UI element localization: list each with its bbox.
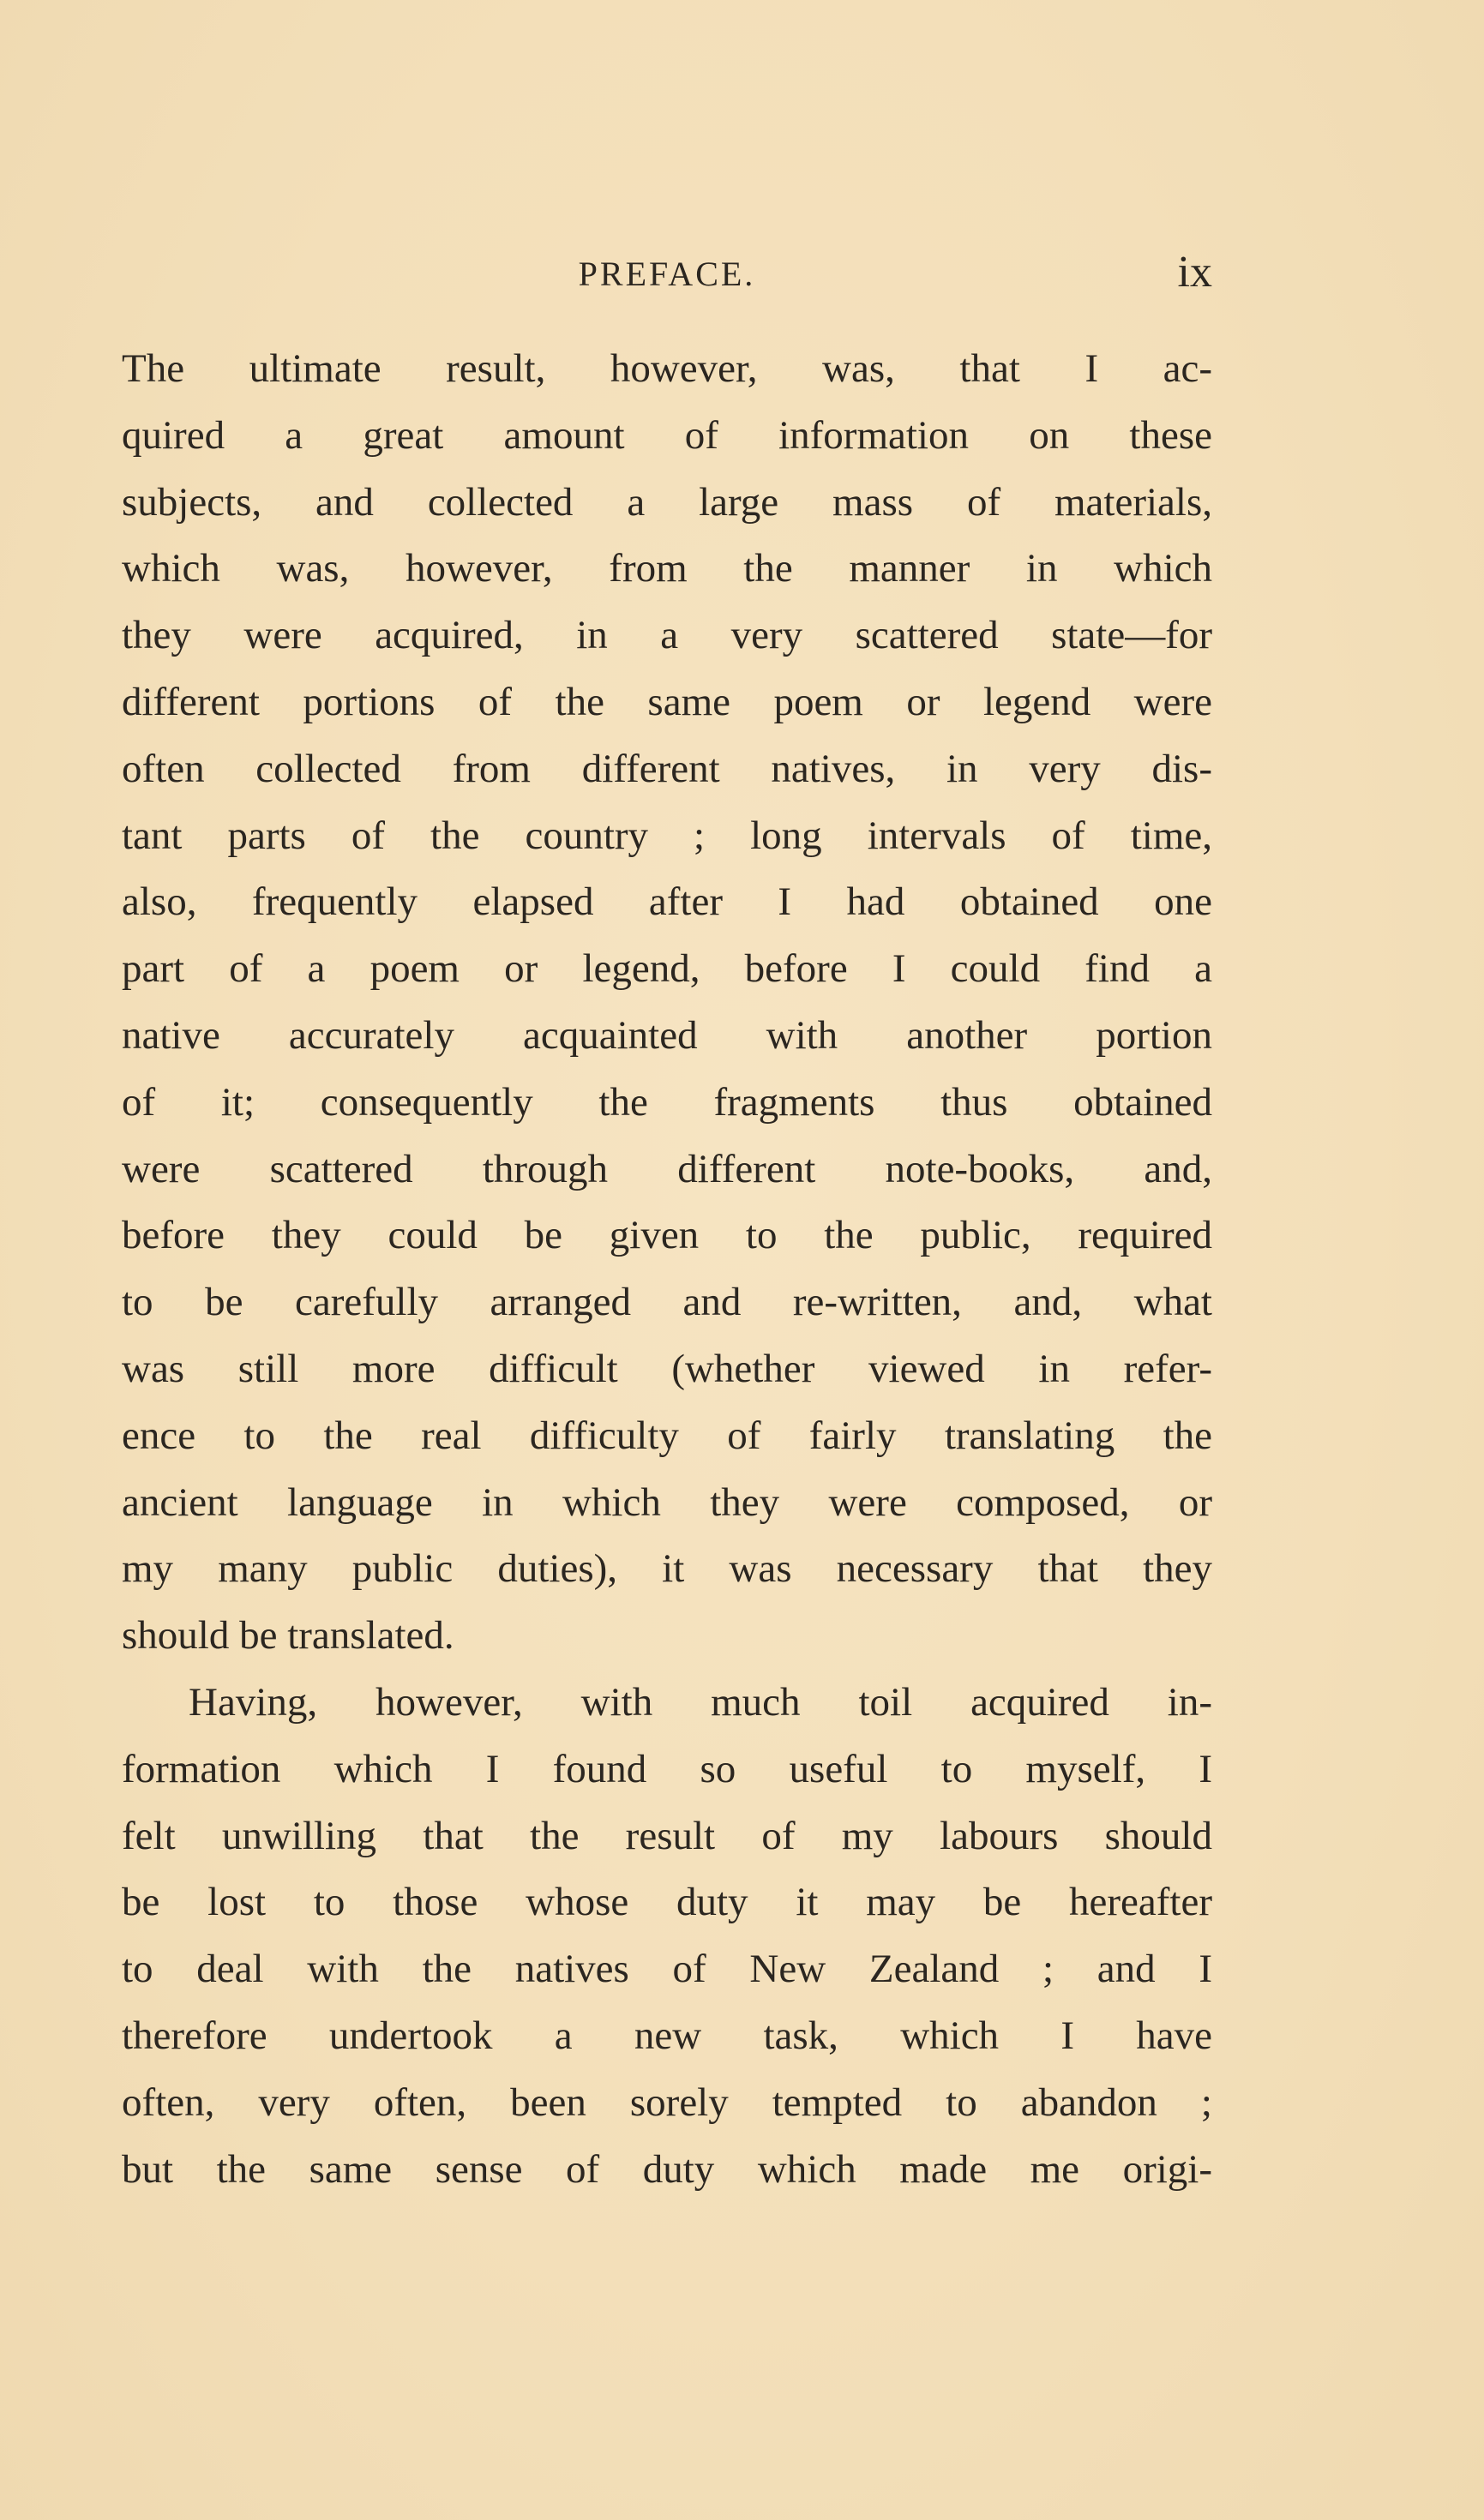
text-line: felt unwilling that the result of my labours should <box>122 1813 1212 1858</box>
text-line: Having, however, with much toil acquired in- <box>189 1679 1212 1725</box>
text-line: be lost to those whose duty it may be hereafter <box>122 1880 1212 1925</box>
text-line: therefore undertook a new task, which I have <box>122 2013 1212 2058</box>
text-line: was still more difficult (whether viewed in refer- <box>122 1346 1212 1391</box>
text-line: different portions of the same poem or legend were <box>122 679 1212 724</box>
text-line: should be translated. <box>122 1613 454 1659</box>
text-line: also, frequently elapsed after I had obtained one <box>122 879 1212 925</box>
text-line: of it; consequently the fragments thus obtained <box>122 1079 1212 1125</box>
page-title: PREFACE. <box>578 255 756 293</box>
text-line: were scattered through different note-books, and, <box>122 1146 1212 1191</box>
text-line: part of a poem or legend, before I could find a <box>122 946 1212 992</box>
text-line: ence to the real difficulty of fairly translating the <box>122 1413 1212 1458</box>
text-line: but the same sense of duty which made me origi- <box>122 2146 1212 2192</box>
text-line: formation which I found so useful to myself, I <box>122 1746 1212 1791</box>
body-text <box>122 336 1212 2203</box>
text-line: my many public duties), it was necessary that they <box>122 1546 1212 1592</box>
text-line: they were acquired, in a very scattered state—for <box>122 613 1212 658</box>
text-line: to deal with the natives of New Zealand ; and I <box>122 1947 1212 1992</box>
text-line: often, very often, been sorely tempted to abandon ; <box>122 2079 1212 2125</box>
text-line: The ultimate result, however, was, that I ac- <box>122 346 1212 391</box>
text-line: to be carefully arranged and re-written, and, what <box>122 1280 1212 1325</box>
text-line: native accurately acquainted with another portion <box>122 1012 1212 1058</box>
text-line: often collected from different natives, in very dis- <box>122 746 1212 791</box>
paragraph-2 <box>122 1670 1212 2203</box>
text-line: tant parts of the country ; long intervals of time, <box>122 813 1212 858</box>
text-line: before they could be given to the public, required <box>122 1213 1212 1258</box>
page-number: ix <box>1177 248 1212 297</box>
text-line: subjects, and collected a large mass of materials, <box>122 479 1212 525</box>
text-line: quired a great amount of information on these <box>122 412 1212 458</box>
text-line: ancient language in which they were composed, or <box>122 1479 1212 1525</box>
text-line: which was, however, from the manner in which <box>122 546 1212 591</box>
paragraph-1 <box>122 336 1212 1670</box>
running-head <box>122 247 1212 298</box>
